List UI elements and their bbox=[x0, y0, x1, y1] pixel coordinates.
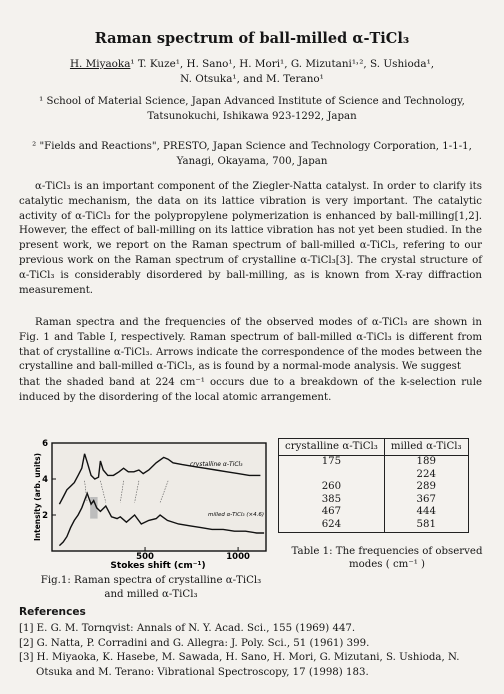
figure-caption: Fig.1: Raman spectra of crystalline α-TiCl₃ and milled α-TiCl₃ bbox=[40, 575, 262, 600]
frequency-table bbox=[278, 438, 469, 533]
figure-1 bbox=[30, 439, 272, 571]
table-row bbox=[279, 456, 469, 469]
presenting-author: H. Miyaoka bbox=[69, 58, 131, 70]
table-cell: 467 bbox=[279, 506, 385, 519]
affiliation-1: ¹ School of Material Science, Japan Advanced Institute of Science and Technology, Tatsunokuchi, Ishikawa 923-1292, Japan bbox=[39, 96, 465, 122]
y-tick-label: 2 bbox=[42, 511, 48, 521]
crystalline-series-label: crystalline α-TiCl₃ bbox=[190, 461, 243, 468]
y-tick-label: 4 bbox=[42, 475, 48, 485]
table-caption: Table 1: The frequencies of observed modes ( cm⁻¹ ) bbox=[291, 546, 483, 570]
abstract-paragraph-1: α-TiCl₃ is an important component of the Ziegler-Natta catalyst. In order to clarify its catalytic mechanism, the data on its lattice vibration is very important. The catalytic activity of α-TiCl₃ for the polypropylene polymerization is enhanced by ball-milling[1,2]. However, the effect of ball-milling on its lattice vibration has not yet been studied. In the present work, we report on the Raman spectrum of ball-milled α-TiCl₃, refering to our previous work on the Raman spectrum of crystalline α-TiCl₃[3]. The crystal structure of α-TiCl₃ is considerably disordered by ball-milling, as is known from X-ray diffraction measurement. bbox=[19, 181, 482, 296]
x-axis-label: Stokes shift (cm⁻¹) bbox=[110, 561, 206, 571]
raman-spectrum-chart bbox=[30, 439, 272, 571]
reference-item: [3] H. Miyaoka, K. Hasebe, M. Sawada, H. Sano, H. Mori, G. Mizutani, S. Ushioda, N. Otsuka and M. Terano: Vibrational Spectroscopy, 17 (1998) 183. bbox=[19, 652, 460, 678]
table-row bbox=[279, 469, 469, 482]
author-line-2: N. Otsuka¹, and M. Terano¹ bbox=[180, 73, 324, 85]
references-heading: References bbox=[19, 606, 86, 618]
x-tick-label: 1000 bbox=[226, 552, 250, 562]
table-cell: 624 bbox=[279, 519, 385, 532]
y-tick-label: 6 bbox=[42, 439, 48, 449]
table-cell: 581 bbox=[384, 519, 468, 532]
table-row bbox=[279, 494, 469, 507]
table-header-milled: milled α-TiCl₃ bbox=[384, 439, 468, 456]
author-list bbox=[40, 57, 464, 87]
abstract-paragraph-2-continued: that the shaded band at 224 cm⁻¹ occurs due to a breakdown of the k-selection rule induced by the disordering of the local atomic arrangement. bbox=[19, 377, 482, 403]
reference-item: [2] G. Natta, P. Corradini and G. Allegra: J. Poly. Sci., 51 (1961) 399. bbox=[19, 637, 370, 649]
reference-item: [1] E. G. M. Tornqvist: Annals of N. Y. Acad. Sci., 155 (1969) 447. bbox=[19, 623, 356, 634]
milled-series-label: milled α-TiCl₃ (×4.6) bbox=[208, 512, 265, 518]
table-row bbox=[279, 519, 469, 532]
paper-title: Raman spectrum of ball-milled α-TiCl₃ bbox=[94, 30, 410, 47]
table-header-crystalline: crystalline α-TiCl₃ bbox=[279, 439, 385, 456]
x-tick-label: 500 bbox=[136, 552, 154, 562]
table-cell: 260 bbox=[279, 481, 385, 494]
table-cell: 385 bbox=[279, 494, 385, 507]
table-cell bbox=[279, 469, 385, 482]
affiliation-2: ² "Fields and Reactions", PRESTO, Japan Science and Technology Corporation, 1-1-1, Yanagi, Okayama, 700, Japan bbox=[32, 141, 472, 167]
table-cell: 175 bbox=[279, 456, 385, 469]
table-cell: 444 bbox=[384, 506, 468, 519]
abstract-paragraph-2: Raman spectra and the frequencies of the observed modes of α-TiCl₃ are shown in Fig. 1 and Table I, respectively. Raman spectrum of ball-milled α-TiCl₃ is different from that of crystalline α-TiCl₃. Arrows indicate the correspondence of the modes between the crystalline and ball-milled α-TiCl₃, as is found by a normal-mode analysis. We suggest bbox=[19, 317, 482, 373]
author-line-1: ¹ T. Kuze¹, H. Sano¹, H. Mori¹, G. Mizutani¹˒², S. Ushioda¹, bbox=[130, 58, 435, 70]
y-axis-label: Intensity (arb. units) bbox=[33, 452, 42, 542]
table-cell: 189 bbox=[384, 456, 468, 469]
table-cell: 289 bbox=[384, 481, 468, 494]
table-cell: 224 bbox=[384, 469, 468, 482]
table-cell: 367 bbox=[384, 494, 468, 507]
references-list bbox=[19, 622, 489, 680]
table-row bbox=[279, 481, 469, 494]
table-row bbox=[279, 506, 469, 519]
